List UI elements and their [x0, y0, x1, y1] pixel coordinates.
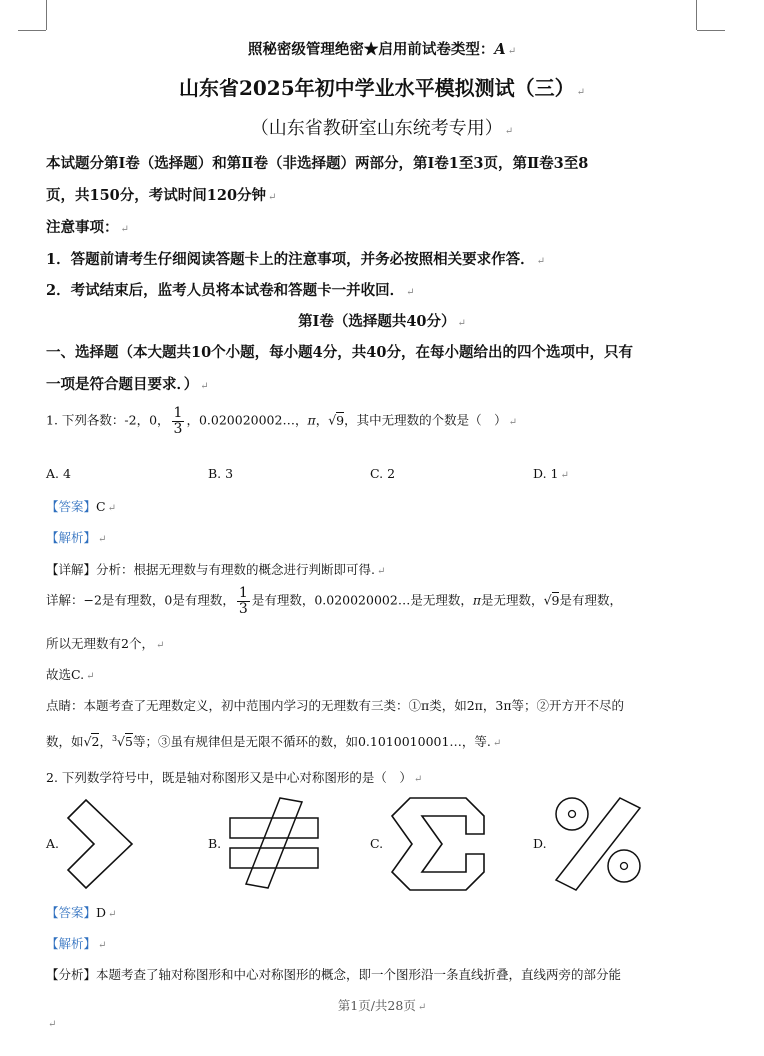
- q1-answer-value: C: [96, 499, 106, 514]
- crop-mark-top-left: [46, 0, 47, 30]
- q1-conclusion-text: 所以无理数有2个，: [46, 636, 154, 651]
- q1-explain-b: 是有理数，0.020020002…是无理数，: [251, 592, 473, 608]
- q2-option-c[interactable]: [370, 836, 383, 851]
- q1-analysis: 【解析】 ↵: [46, 530, 107, 545]
- part1-title-text: 第Ⅰ卷（选择题共40分）: [298, 313, 456, 330]
- q1-option-a[interactable]: [46, 466, 71, 481]
- q1-answer: 【答案】C ↵: [46, 499, 116, 514]
- q2-option-d[interactable]: [533, 836, 547, 851]
- section-line-1: [46, 341, 633, 362]
- q1-explain-pi: π: [472, 592, 482, 608]
- q2-option-a-label: A.: [46, 836, 60, 851]
- section-text-2: 一项是符合题目要求．）: [46, 376, 199, 393]
- q1-choose: 故选C. ↵: [46, 667, 95, 682]
- notice-item-2: 2．考试结束后，监考人员将本试卷和答题卡一并收回． ↵: [46, 282, 415, 299]
- q1-option-d[interactable]: D. 1 ↵: [533, 466, 569, 481]
- q2-option-b[interactable]: [208, 836, 221, 851]
- q1-comment-1: [46, 696, 624, 714]
- q1-option-b[interactable]: [208, 466, 233, 481]
- sigma-symbol-icon: [388, 796, 488, 892]
- q1-cbrt-index: 3: [111, 733, 118, 743]
- q1-detail-label: 【详解】: [46, 562, 97, 577]
- q2-option-c-label: C.: [370, 836, 384, 851]
- notice-item-1-text: 1．答题前请考生仔细阅读答题卡上的注意事项，并务必按照相关要求作答．: [46, 251, 535, 268]
- q1-comment-2: 数，如√2，$^3$√5等；③虽有规律但是无限不循环的数，如0.1010010001…，等. ↵: [46, 733, 502, 749]
- q1-suffix: ，其中无理数的个数是（ ）: [344, 412, 507, 428]
- q2-option-b-label: B.: [208, 836, 222, 851]
- q1-comment-sqrt2-content: 2: [91, 734, 100, 749]
- q2-stem: 2. 下列数学符号中，既是轴对称图形又是中心对称图形的是（ ） ↵: [46, 770, 423, 785]
- page-subtitle: （山东省教研室山东统考专用） ↵: [250, 118, 514, 139]
- q1-sqrt-content: 9: [336, 412, 345, 428]
- q1-sqrt: √9: [328, 412, 345, 428]
- title-text: 山东省2025年初中学业水平模拟测试（三）: [178, 76, 575, 100]
- q2-fenxi: [46, 965, 621, 983]
- q2-analysis: 【解析】 ↵: [46, 936, 107, 951]
- q1-explain-c: 是无理数，: [481, 592, 544, 608]
- q1-explain-d: 是有理数，: [559, 592, 622, 608]
- q2-answer-value: D: [96, 905, 107, 920]
- q1-comment-sqrt2: √2: [83, 734, 100, 749]
- confidential-text: 照秘密级管理绝密★启用前试卷类型：: [247, 41, 495, 58]
- q1-comment-cbrt: $^3$√5: [111, 733, 133, 749]
- page-title: 山东省2025年初中学业水平模拟测试（三） ↵: [178, 76, 586, 100]
- q1-explain-frac-den: 3: [238, 600, 248, 617]
- crop-mark-top-left-h: [18, 30, 46, 31]
- percent-symbol-icon: [552, 794, 644, 894]
- section-text-1: 一、选择题（本大题共10个小题，每小题4分，共40分，在每小题给出的四个选项中，只有: [46, 344, 633, 361]
- q2-answer-label: 【答案】: [46, 905, 97, 920]
- confidential-line: 照秘密级管理绝密★启用前试卷类型：A ↵: [247, 41, 517, 58]
- q1-choose-text: 故选C.: [46, 667, 85, 682]
- q1-pi: π: [307, 412, 316, 428]
- notice-heading: 注意事项： ↵: [46, 219, 129, 236]
- q1-explain-sqrt: √9: [543, 592, 560, 608]
- q1-frac-num: 1: [173, 405, 183, 421]
- greater-than-symbol-icon: [64, 796, 136, 892]
- q2-option-a[interactable]: [46, 836, 59, 851]
- q1-comment-c: 等；③虽有规律但是无限不循环的数，如0.1010010001…，等.: [132, 734, 491, 749]
- q1-explain-fraction: [237, 586, 250, 616]
- intro-line-2: 页，共150分，考试时间120分钟 ↵: [46, 187, 277, 204]
- not-equal-symbol-icon: [224, 794, 324, 892]
- q1-detail-text: 分析：根据无理数与有理数的概念进行判断即可得.: [96, 562, 375, 577]
- q1-option-b-text: B. 3: [208, 466, 234, 481]
- section-line-2: 一项是符合题目要求．） ↵: [46, 376, 209, 393]
- part1-title: 第Ⅰ卷（选择题共40分） ↵: [298, 313, 466, 330]
- q1-conclusion: 所以无理数有2个， ↵: [46, 636, 165, 651]
- q1-analysis-label: 【解析】: [46, 530, 97, 545]
- q1-explain: [46, 586, 622, 616]
- q1-comment-text-1: 点睛：本题考查了无理数定义，初中范围内学习的无理数有三类：①π类，如2π，3π等；②开方开不尽的: [46, 698, 625, 713]
- q2-option-d-label: D.: [533, 836, 547, 851]
- q2-answer: 【答案】D ↵: [46, 905, 117, 920]
- q1-after-frac: ，0.020020002…，: [186, 412, 308, 428]
- notice-heading-text: 注意事项：: [46, 219, 119, 236]
- q1-comment-a: 数，如: [46, 734, 84, 749]
- q1-frac-den: 3: [173, 420, 183, 437]
- q1-explain-a: 详解：−2是有理数，0是有理数，: [46, 592, 235, 608]
- q1-explain-frac-num: 1: [238, 585, 248, 601]
- q1-detail: 【详解】分析：根据无理数与有理数的概念进行判断即可得. ↵: [46, 562, 386, 577]
- q1-explain-sqrt-content: 9: [551, 592, 560, 608]
- q2-analysis-label: 【解析】: [46, 936, 97, 951]
- q2-fenxi-text: 本题考查了轴对称图形和中心对称图形的概念，即一个图形沿一条直线折叠，直线两旁的部分能: [96, 967, 622, 982]
- q1-cbrt-content: 5: [125, 734, 133, 749]
- q1-option-a-text: A. 4: [46, 466, 71, 481]
- q2-stem-text: 2. 下列数学符号中，既是轴对称图形又是中心对称图形的是（ ）: [46, 770, 412, 785]
- subtitle-text: （山东省教研室山东统考专用）: [250, 118, 503, 139]
- q1-prefix: 1. 下列各数：-2，0，: [46, 412, 170, 428]
- intro-text-2: 页，共150分，考试时间120分钟: [46, 187, 267, 204]
- notice-item-1: 1．答题前请考生仔细阅读答题卡上的注意事项，并务必按照相关要求作答． ↵: [46, 251, 545, 268]
- intro-text-1: 本试题分第Ⅰ卷（选择题）和第Ⅱ卷（非选择题）两部分，第Ⅰ卷1至3页，第Ⅱ卷3至8: [46, 155, 589, 172]
- q1-answer-label: 【答案】: [46, 499, 97, 514]
- crop-mark-top-right: [696, 0, 697, 30]
- q1-option-d-text: D. 1: [533, 466, 559, 481]
- q1-option-c-text: C. 2: [370, 466, 396, 481]
- paragraph-mark: ↵: [48, 1019, 57, 1030]
- q1-stem: 1. 下列各数：-2，0， $\frac{1}{3}$ ，0.020020002…，π，√9，其中无理数的个数是（ ） ↵: [46, 405, 518, 437]
- q1-comma: ，: [315, 412, 329, 428]
- notice-item-2-text: 2．考试结束后，监考人员将本试卷和答题卡一并收回．: [46, 282, 405, 299]
- intro-line-1: [46, 152, 588, 173]
- paper-type: A: [494, 41, 506, 58]
- q1-fraction: [172, 406, 185, 436]
- crop-mark-top-right-h: [697, 30, 725, 31]
- page-footer: 第1页/共28页 ↵: [337, 998, 427, 1013]
- page-number: 第1页/共28页: [337, 998, 416, 1013]
- q2-fenxi-label: 【分析】: [46, 967, 97, 982]
- q1-option-c[interactable]: [370, 466, 395, 481]
- q1-comment-b: ，: [99, 734, 112, 749]
